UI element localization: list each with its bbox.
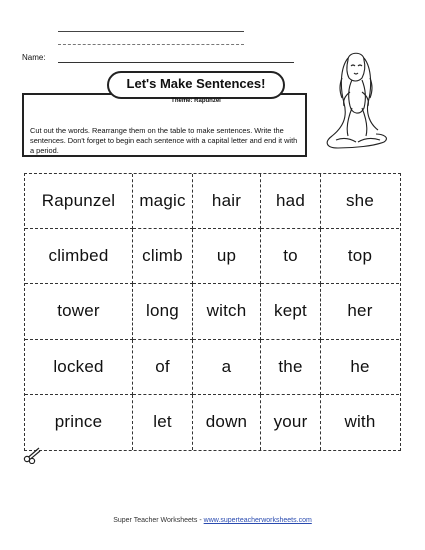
instructions-text: Cut out the words. Rearrange them on the table to make sentences. Write the sentences. Don't forget to begin each sentence with a capital letter and end it with a period. xyxy=(30,126,298,155)
word-card[interactable]: top xyxy=(321,229,399,284)
word-card[interactable]: climb xyxy=(133,229,193,284)
title-banner xyxy=(107,71,285,99)
footer-separator: - xyxy=(199,517,202,524)
word-card[interactable]: tower xyxy=(25,284,133,339)
word-card[interactable]: with xyxy=(344,412,376,432)
word-card[interactable]: locked xyxy=(25,340,133,395)
footer-url-link[interactable]: www.superteacherworksheets.com xyxy=(203,517,312,524)
name-row xyxy=(22,50,272,66)
word-card[interactable]: long xyxy=(133,284,193,339)
name-label: Name: xyxy=(22,53,46,62)
top-blank-line xyxy=(58,31,244,32)
word-card[interactable]: her xyxy=(321,284,399,339)
word-card[interactable]: she xyxy=(321,174,399,229)
word-card[interactable]: of xyxy=(133,340,193,395)
word-grid xyxy=(25,174,400,450)
footer xyxy=(0,517,425,524)
name-field-line[interactable] xyxy=(58,62,294,63)
word-card[interactable]: let xyxy=(133,395,193,450)
rapunzel-illustration-icon xyxy=(318,48,392,152)
word-cut-table xyxy=(24,173,401,451)
word-card[interactable]: hair xyxy=(193,174,261,229)
word-card[interactable]: kept xyxy=(261,284,321,339)
top-dashed-line xyxy=(58,44,244,45)
scissors-icon xyxy=(23,446,41,464)
word-card[interactable]: prince xyxy=(25,395,133,450)
word-card[interactable]: magic xyxy=(133,174,193,229)
word-card[interactable]: witch xyxy=(193,284,261,339)
word-card[interactable]: climbed xyxy=(25,229,133,284)
word-card[interactable]: had xyxy=(261,174,321,229)
word-card[interactable]: Rapunzel xyxy=(25,174,133,229)
theme-subtitle: Theme: Rapunzel xyxy=(171,98,221,104)
word-card[interactable]: a xyxy=(193,340,261,395)
footer-brand: Super Teacher Worksheets xyxy=(113,517,198,524)
word-card[interactable]: he xyxy=(321,340,399,395)
word-card[interactable]: your xyxy=(261,395,321,450)
word-card[interactable]: down xyxy=(193,395,261,450)
word-card[interactable]: the xyxy=(261,340,321,395)
page-title: Let's Make Sentences! xyxy=(126,76,266,91)
word-card[interactable]: up xyxy=(193,229,261,284)
word-card[interactable]: to xyxy=(261,229,321,284)
